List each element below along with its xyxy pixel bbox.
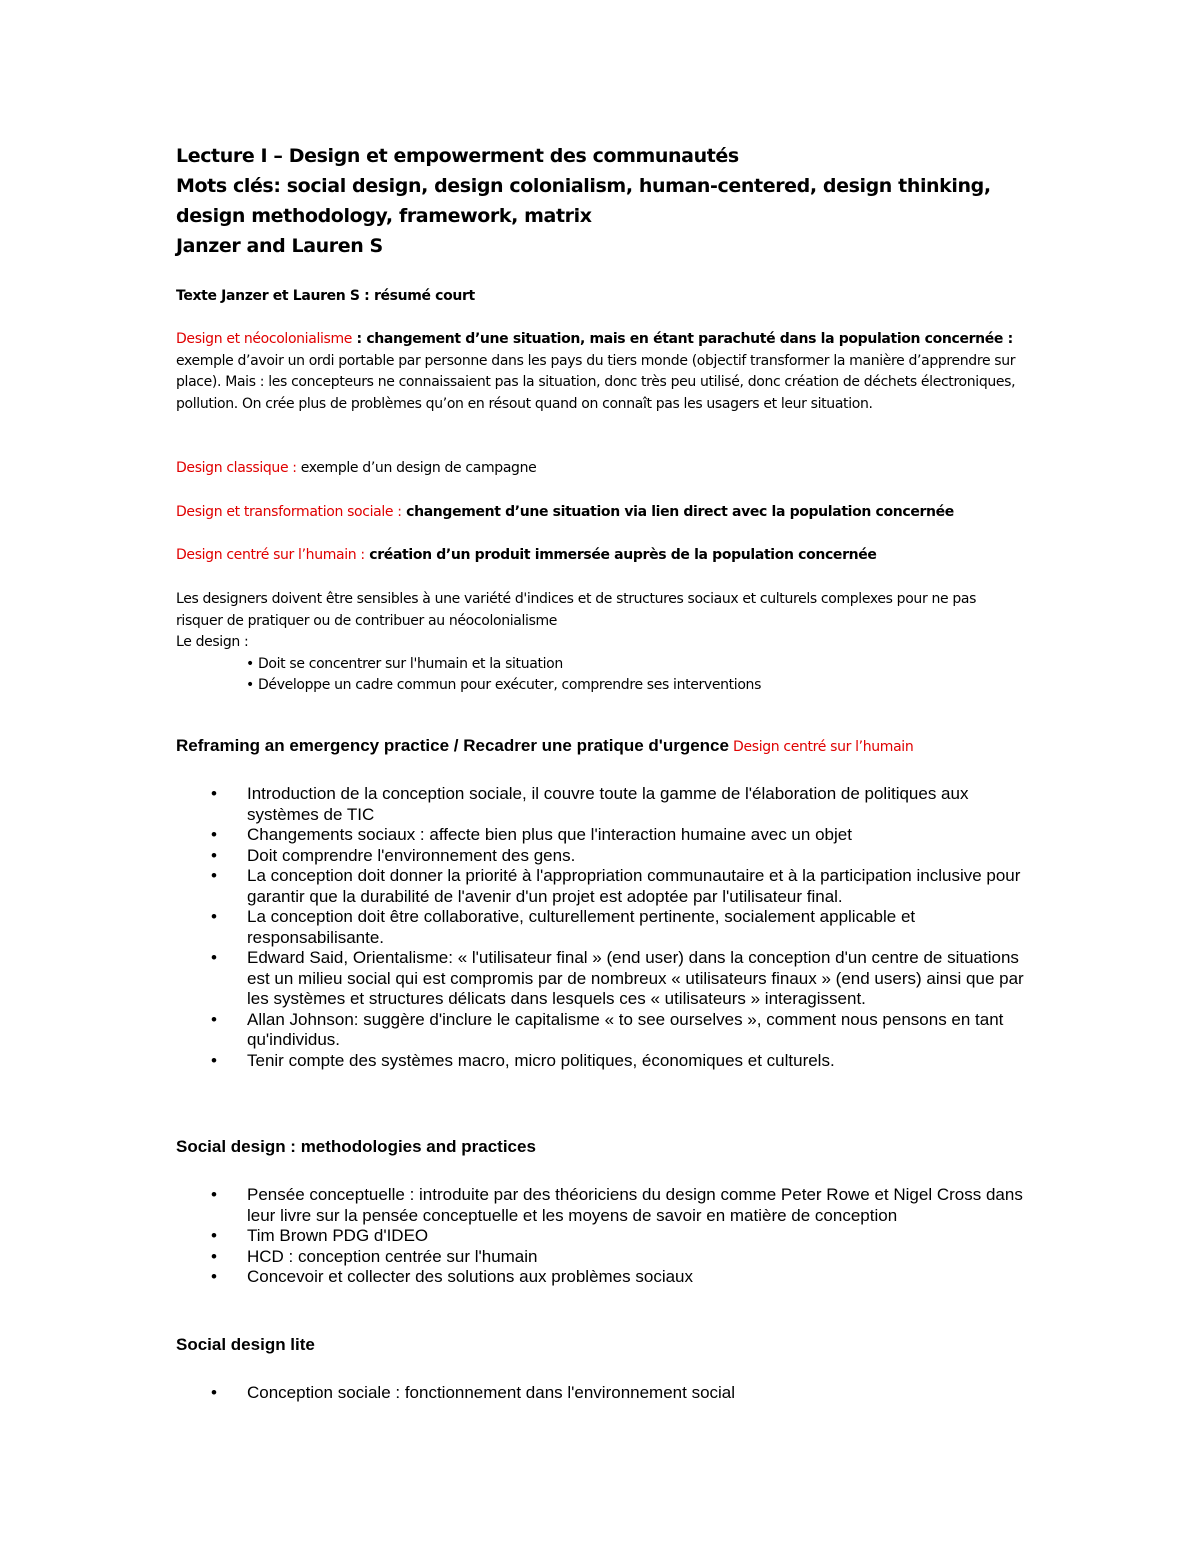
list-item: • Tim Brown PDG d'IDEO [211,1226,429,1245]
section-methodologies-heading: Social design : methodologies and practices [176,1137,536,1156]
bullet-icon: • [211,1185,217,1204]
bullet-icon: • [211,825,217,844]
intro-block [176,589,1026,697]
list-item: • Conception sociale : fonctionnement dans l'environnement social [211,1383,736,1402]
bullet-icon: • [246,677,254,693]
bullet-icon: • [211,907,217,926]
section-heading: Reframing an emergency practice / Recadrer une pratique d'urgence [176,736,729,755]
bullet-icon: • [211,1009,217,1029]
section-reframing-list [176,784,1026,1071]
section-tag: Design centré sur l’humain [728,739,914,755]
lecture-title: Lecture I – Design et empowerment des communautés [176,145,739,167]
bullet-icon: • [211,866,217,885]
definition-human-centered [176,545,1026,567]
bullet-icon: • [211,784,217,803]
keywords-line: Mots clés: social design, design colonialism, human-centered, design thinking, design methodology, framework, matrix [176,175,991,227]
bullet-icon: • [211,1267,217,1286]
definition-bold-text: création d’un produit immersée auprès de la population concernée [364,547,877,563]
list-item: • La conception doit donner la priorité à l'appropriation communautaire et à la participation inclusive pour garantir que la durabilité de l'avenir d'un projet est adoptée par l'utilisateur final. [211,866,1021,906]
definition-term: Design classique : [176,460,297,476]
definition-bold-text: changement d’une situation, mais en étant parachuté dans la population concernée : [366,331,1013,347]
authors-line: Janzer and Lauren S [176,235,383,257]
list-item: • Changements sociaux : affecte bien plus que l'interaction humaine avec un objet [211,825,852,844]
list-item: • Edward Said, Orientalisme: « l'utilisateur final » (end user) dans la conception d'un centre de situations est un milieu social qui est compromis par de nombreux « utilisateurs finaux » (end users) ainsi que par les systèmes et structures délicats dans lesquels ces « utilisateurs » interagissent. [211,948,1024,1008]
design-bullets [176,654,1026,697]
design-label: Le design : [176,634,249,650]
section-lite-heading: Social design lite [176,1335,315,1354]
summary-label: Texte Janzer et Lauren S : résumé court [176,288,475,304]
list-item: • Doit se concentrer sur l'humain et la situation [176,654,1026,676]
list-item: • Pensée conceptuelle : introduite par des théoriciens du design comme Peter Rowe et Nigel Cross dans leur livre sur la pensée conceptuelle et les moyens de savoir en matière de conception [211,1185,1023,1225]
definition-bold-text: changement d’une situation via lien direct avec la population concernée [401,504,954,520]
bullet-icon: • [211,1246,217,1266]
section-methodologies-list [176,1185,1026,1288]
bullet-icon: • [246,655,254,672]
definition-term: Design et néocolonialisme [176,331,353,347]
definition-neocolonialism: Design et néocolonialisme : changement d’une situation, mais en étant parachuté dans la population concernée : exemple d’avoir un ordi portable par personne dans les pays du tiers monde (objectif transformer la manière d’apprendre sur place). Mais : les concepteurs ne connaissaient pas la situation, donc très peu utilisé, donc création de déchets électroniques, pollution. On crée plus de problèmes qu’on en résout quand on connaît pas les usagers et leur situation. [176,331,1016,412]
list-item: • Concevoir et collecter des solutions aux problèmes sociaux [211,1267,694,1286]
bullet-icon: • [211,1383,217,1402]
list-item: • Introduction de la conception sociale, il couvre toute la gamme de l'élaboration de politiques aux systèmes de TIC [211,784,969,824]
list-item: • Allan Johnson: suggère d'inclure le capitalisme « to see ourselves », comment nous pensons en tant qu'individus. [211,1009,1004,1049]
document-header [176,141,1026,261]
definition-social-transformation [176,502,1026,524]
list-item: • HCD : conception centrée sur l'humain [211,1246,538,1266]
definition-term: Design et transformation sociale : [176,504,402,520]
section-reframing-heading [176,735,1026,759]
bullet-icon: • [211,845,217,865]
list-item: • La conception doit être collaborative, culturellement pertinente, socialement applicable et responsabilisante. [211,907,916,947]
bullet-icon: • [211,948,217,967]
definition-classic [176,458,1026,480]
section-lite-list [176,1383,1026,1404]
definition-text: exemple d’avoir un ordi portable par personne dans les pays du tiers monde (objectif transformer la manière d’apprendre sur place). Mais : les concepteurs ne connaissaient pas la situation, donc très peu utilisé, donc création de déchets électroniques, pollution. On crée plus de problèmes qu’on en résout quand on connaît pas les usagers et leur situation. [176,352,1016,412]
list-item: • Développe un cadre commun pour exécuter, comprendre ses interventions [176,675,1026,697]
list-item: • Tenir compte des systèmes macro, micro politiques, économiques et culturels. [211,1050,835,1070]
bullet-icon: • [211,1226,217,1245]
definition-term: Design centré sur l’humain : [176,547,365,563]
definition-text: exemple d’un design de campagne [296,460,537,476]
bullet-icon: • [211,1050,217,1070]
list-item: • Doit comprendre l'environnement des gens. [211,845,576,865]
intro-paragraph: Les designers doivent être sensibles à une variété d'indices et de structures sociaux et culturels complexes pour ne pas risquer de pratiquer ou de contribuer au néocolonialisme [176,591,977,629]
